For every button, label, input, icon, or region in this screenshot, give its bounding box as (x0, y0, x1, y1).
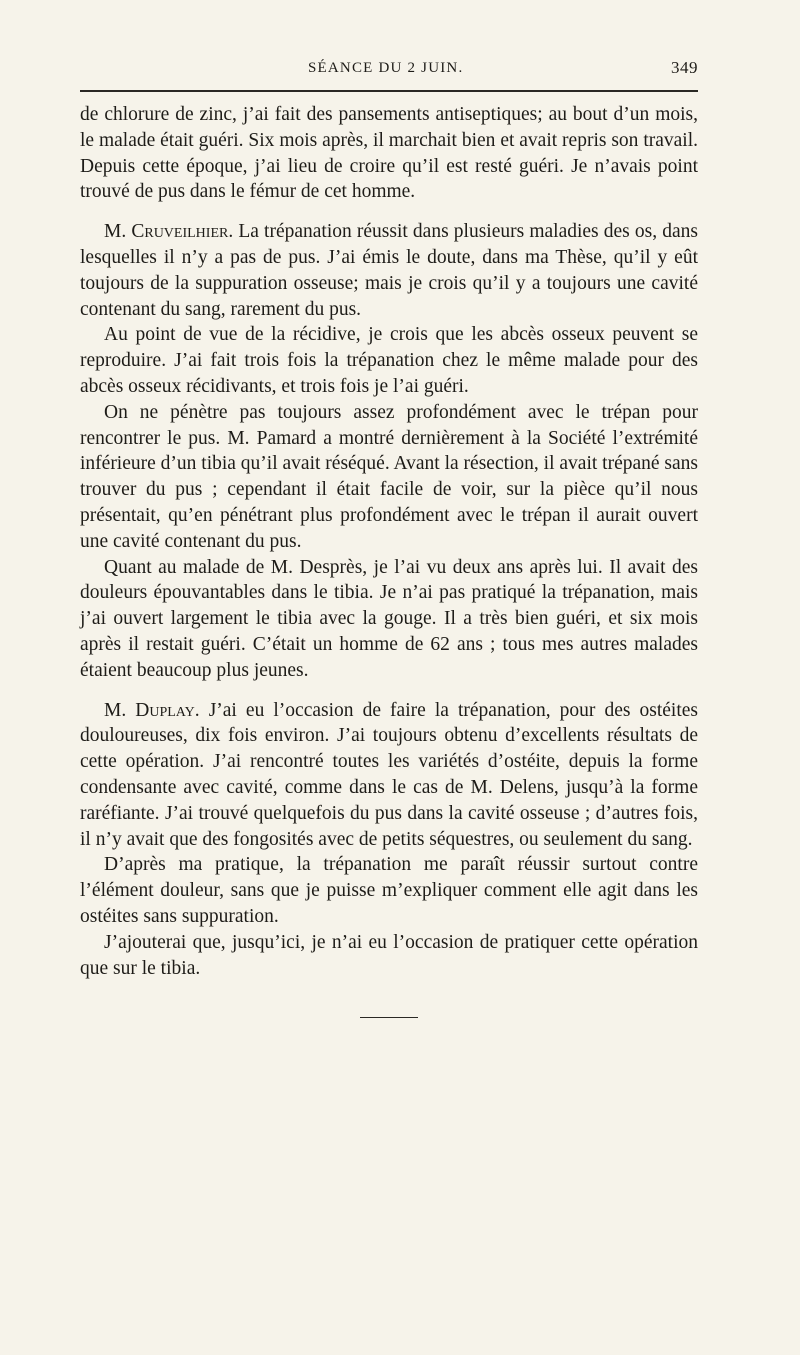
paragraph-text: J’ai eu l’occasion de faire la trépanation, pour des ostéites douloureuses, dix fois environ. J’ai toujours obtenu d’excellents résultats de cette opération. J’ai rencontré toutes les variétés d’ostéite, depuis la forme condensante avec cavité, comme dans le cas de M. Delens, jusqu’à la forme raréfiante. J’ai trouvé quelquefois du pus dans la cavité osseuse ; d’autres fois, il n’y avait que des fongosités avec de petits séquestres, ou seulement du sang. (80, 699, 698, 850)
paragraph-text: de chlorure de zinc, j’ai fait des pansements antiseptiques; au bout d’un mois, le malade était guéri. Six mois après, il marchait bien et avait repris son travail. Depuis cette époque, j’ai lieu de croire qu’il est resté guéri. Je n’avais point trouvé de pus dans le fémur de cet homme. (80, 104, 698, 203)
speaker-name: M. Cruveilhier. (104, 221, 234, 243)
running-head (80, 58, 698, 82)
paragraph-despres (80, 555, 698, 684)
paragraph-text: Au point de vue de la récidive, je crois que les abcès osseux peuvent se reproduire. J’ai fait trois fois la trépanation chez le même malade pour des abcès osseux récidivants, et trois fois je l’ai guéri. (80, 324, 698, 397)
page-number: 349 (671, 58, 698, 77)
paragraph-trepan (80, 400, 698, 555)
header-rule (80, 90, 698, 92)
running-title: SÉANCE DU 2 JUIN. (308, 60, 464, 76)
book-page (80, 58, 698, 1018)
paragraph-recidive (80, 322, 698, 399)
paragraph-text: On ne pénètre pas toujours assez profondément avec le trépan pour rencontrer le pus. M. Pamard a montré dernièrement à la Société l’extrémité inférieure d’un tibia qu’il avait réséqué. Avant la résection, il avait trépané sans trouver du pus ; cependant il était facile de voir, sur la pièce qu’il nous présentait, qu’en pénétrant plus profondément avec le trépan il aurait ouvert une cavité contenant du pus. (80, 401, 698, 552)
end-rule (360, 1017, 418, 1018)
paragraph-pratique (80, 852, 698, 929)
paragraph-conclusion (80, 930, 698, 982)
paragraph-duplay (80, 698, 698, 853)
paragraph-text: J’ajouterai que, jusqu’ici, je n’ai eu l’occasion de pratiquer cette opération que sur le tibia. (80, 931, 698, 979)
paragraph-text: D’après ma pratique, la trépanation me paraît réussir surtout contre l’élément douleur, sans que je puisse m’expliquer comment elle agit dans les ostéites sans suppuration. (80, 854, 698, 927)
paragraph-text: Quant au malade de M. Desprès, je l’ai vu deux ans après lui. Il avait des douleurs épouvantables dans le tibia. Je n’ai pas pratiqué la trépanation, mais j’ai ouvert largement le tibia avec la gouge. Il a très bien guéri, et six mois après il restait guéri. C’était un homme de 62 ans ; tous mes autres malades étaient beaucoup plus jeunes. (80, 556, 698, 681)
speaker-name: M. Duplay. (104, 699, 200, 721)
paragraph-text: La trépanation réussit dans plusieurs maladies des os, dans lesquelles il n’y a pas de pus. J’ai émis le doute, dans ma Thèse, qu’il y eût toujours de la suppuration osseuse; mais je crois qu’il y a toujours une cavité contenant du sang, rarement du pus. (80, 221, 698, 320)
paragraph-continuation (80, 102, 698, 205)
body-text (80, 102, 698, 981)
paragraph-cruveilhier (80, 219, 698, 322)
